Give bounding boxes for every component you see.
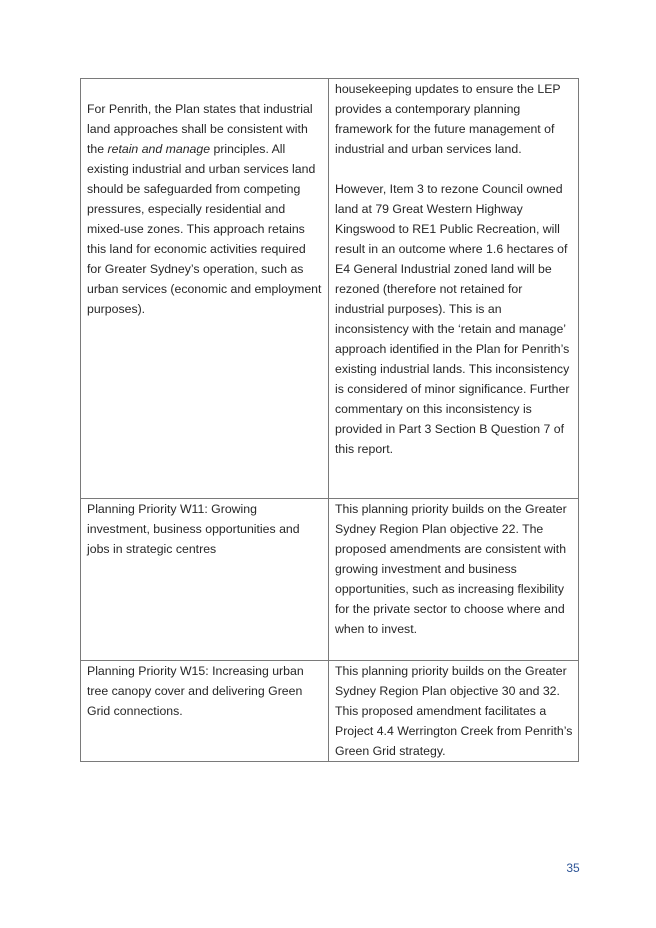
cell-paragraph: This planning priority builds on the Greater Sydney Region Plan objective 22. The proposed amendments are consistent with growing investment and business opportunities, such as increasing flexibility for the private sector to choose where and when to invest. [335, 502, 567, 636]
emphasis-text: retain and manage [107, 142, 211, 156]
cell-paragraph: housekeeping updates to ensure the LEP provides a contemporary planning framework for the future management of industrial and urban services land. [335, 82, 561, 156]
table-cell-left [81, 79, 329, 499]
text-segment: For Penrith, the Plan states that industrial land approaches shall be consistent with the [87, 102, 313, 156]
table-cell-right [329, 661, 579, 762]
table-cell-left [81, 661, 329, 762]
cell-paragraph: This planning priority builds on the Greater Sydney Region Plan objective 30 and 32. This proposed amendment facilitates a Project 4.4 Werrington Creek from Penrith’s Green Grid strategy. [335, 664, 573, 758]
cell-paragraph: Planning Priority W11: Growing investment, business opportunities and jobs in strategic centres [87, 502, 300, 556]
table-cell-right [329, 499, 579, 661]
cell-paragraph: However, Item 3 to rezone Council owned land at 79 Great Western Highway Kingswood to RE1 Public Recreation, will result in an outcome where 1.6 hectares of E4 General Industrial zoned land will be rezoned (therefore not retained for industrial purposes). This is an inconsistency with the ‘retain and manage’ approach identified in the Plan for Penrith’s existing industrial lands. This inconsistency is considered of minor significance. Further commentary on this inconsistency is provided in Part 3 Section B Question 7 of this report. [335, 182, 570, 456]
planning-priorities-table [80, 78, 579, 762]
table-row [81, 661, 579, 762]
cell-paragraph [87, 99, 323, 319]
table-row [81, 79, 579, 499]
cell-paragraph: Planning Priority W15: Increasing urban tree canopy cover and delivering Green Grid connections. [87, 664, 304, 718]
table-row [81, 499, 579, 661]
page-number: 35 [566, 861, 580, 875]
text-segment: principles. All existing industrial and urban services land should be safeguarded from competing pressures, especially residential and mixed-use zones. This approach retains this land for economic activities required for Greater Sydney’s operation, such as urban services (economic and employment purposes). [87, 142, 322, 316]
table-cell-left [81, 499, 329, 661]
table-cell-right [329, 79, 579, 499]
